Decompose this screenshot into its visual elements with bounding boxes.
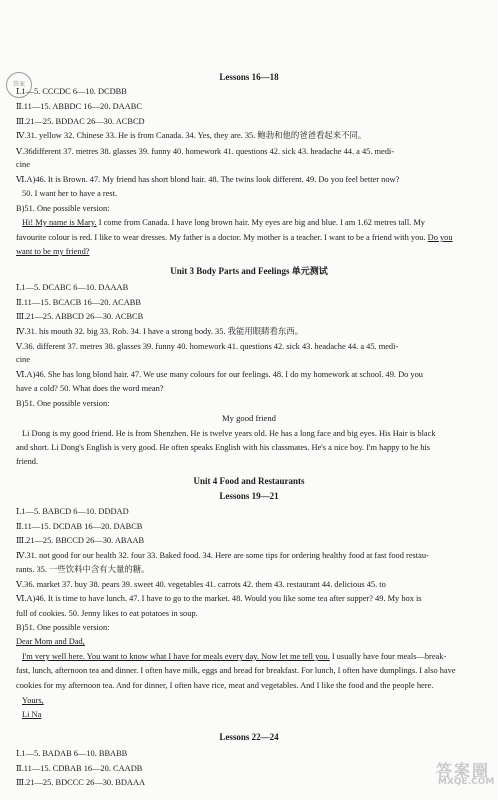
section-title-unit-3: Unit 3 Body Parts and Feelings 单元测试 [170,266,328,276]
answer-line: B)51. One possible version: [16,399,110,408]
section-title-lessons-19-21: Lessons 19—21 [219,491,279,501]
answer-line: Ⅴ.36different 37. metres 38. glasses 39. funny 40. homework 41. questions 42. sick 43. headache 44. a 45. medi- [16,147,395,156]
answer-line: Ⅳ.31. his mouth 32. big 33. Rob. 34. I have a strong body. 35. 我能用眼睛看东西。 [16,327,303,336]
letter-greeting: Dear Mom and Dad, [16,637,85,646]
letter-signature: Li Na [22,710,42,719]
answer-line: Ⅱ.11—15. CDBAB 16—20. CAADB [16,764,143,773]
essay-line: favourite colour is red. I like to wear dresses. My father is a doctor. My mother is a teacher. I want to be a friend with you. Do you [16,233,453,242]
watermark-url: MXQE.COM [438,777,495,787]
answer-line: Ⅱ.11—15. BCACB 16—20. ACABB [16,298,141,307]
answer-line: B)51. One possible version: [16,623,110,632]
answer-line: full of cookies. 50. Jenny likes to eat potatoes in soup. [16,609,198,618]
essay-line: Hi! My name is Mary. I come from Canada. I have long brown hair. My eyes are big and blue. I am 1.62 metres tall. My [22,218,425,227]
essay-line: fast, lunch, afternoon tea and dinner. I often have milk, eggs and bread for breakfast. For lunch, I often have dumplings. I also have [16,666,456,675]
answer-stamp: 答案 [6,72,32,98]
watermark-logo [436,758,495,790]
answer-line: Ⅰ.1—5. BADAB 6—10. BBABB [16,749,128,758]
section-title-lessons-22-24: Lessons 22—24 [219,732,279,742]
underlined-sentence: Do you [427,233,453,242]
answer-line: Ⅰ.1—5. CCCDC 6—10. DCDBB [16,87,127,96]
underlined-sentence: Hi! My name is Mary. [22,218,97,227]
letter-closing: Yours, [22,696,44,705]
answer-line: B)51. One possible version: [16,204,110,213]
essay-line: Li Dong is my good friend. He is from Shenzhen. He is twelve years old. He has a long face and big eyes. His Hair is black [22,429,436,438]
answer-line: Ⅵ.A)46. It is time to have lunch. 47. I have to go to the market. 48. Would you like some tea after supper? 49. My box is [16,594,422,603]
essay-line: cookies for my afternoon tea. And for dinner, I often have rice, meat and vegetables. And I like the food and the people here. [16,681,434,690]
essay-line: I'm very well here. You want to know what I have for meals every day. Now let me tell you. I usually have four meals—break- [22,652,447,661]
answer-line: Ⅳ.31. not good for our health 32. four 33. Baked food. 34. Here are some tips for ordering healthy food at fast food restau- [16,551,429,560]
section-title-unit-4: Unit 4 Food and Restaurants [193,476,305,486]
answer-line: Ⅴ.36. different 37. metres 38. glasses 39. funny 40. homework 41. questions 42. sick 43. headache 44. a 45. medi- [16,342,399,351]
answer-line: Ⅲ.21—25. BDCCC 26—30. BDAAA [16,778,146,787]
answer-line-continued: rants. 35. 一些饮料中含有大量的糖。 [16,565,150,574]
answer-line-continued: cine [16,355,30,364]
answer-line: Ⅱ.11—15. ABBDC 16—20. DAABC [16,102,142,111]
answer-line: Ⅳ.31. yellow 32. Chinese 33. He is from Canada. 34. Yes, they are. 35. 鲍勃和他的爸爸看起来不同。 [16,131,367,140]
answer-line: Ⅲ.21—25. BDDAC 26—30. ACBCD [16,117,145,126]
essay-line: and short. Li Dong's English is very good. He often speaks English with his classmates. He's a nice boy. I'm happy to be his [16,443,431,452]
answer-line-continued: cine [16,160,30,169]
answer-line: Ⅵ.A)46. It is Brown. 47. My friend has short blond hair. 48. The twins look different. 49. Do you feel better now? [16,175,400,184]
answer-line: Ⅴ.36. market 37. buy 38. pears 39. sweet 40. vegetables 41. carrots 42. them 43. restaurant 44. delicious 45. to [16,580,386,589]
watermark-logo-text: 答案圈 [436,761,491,780]
underlined-sentence: I'm very well here. You want to know what I have for meals every day. Now let me tell you. [22,652,330,661]
answer-line: Ⅲ.21—25. ABBCD 26—30. ACBCB [16,312,144,321]
answer-line: have a cold? 50. What does the word mean? [16,384,164,393]
essay-line: friend. [16,457,39,466]
answer-line: Ⅰ.1—5. DCABC 6—10. DAAAB [16,283,129,292]
answer-line: 50. I want her to have a rest. [22,189,118,198]
underlined-sentence: want to be my friend? [16,247,90,256]
essay-title: My good friend [222,413,276,423]
answer-line: Ⅲ.21—25. BBCCD 26—30. ABAAB [16,536,145,545]
answer-line: Ⅱ.11—15. DCDAB 16—20. DABCB [16,522,143,531]
essay-line [16,246,490,257]
section-title-lessons-16-18: Lessons 16—18 [219,72,279,82]
answer-line: Ⅰ.1—5. BABCD 6—10. DDDAD [16,507,129,516]
answer-line: Ⅵ.A)46. She has long blond hair. 47. We use many colours for our feelings. 48. I do my homework at school. 49. Do you [16,370,423,379]
